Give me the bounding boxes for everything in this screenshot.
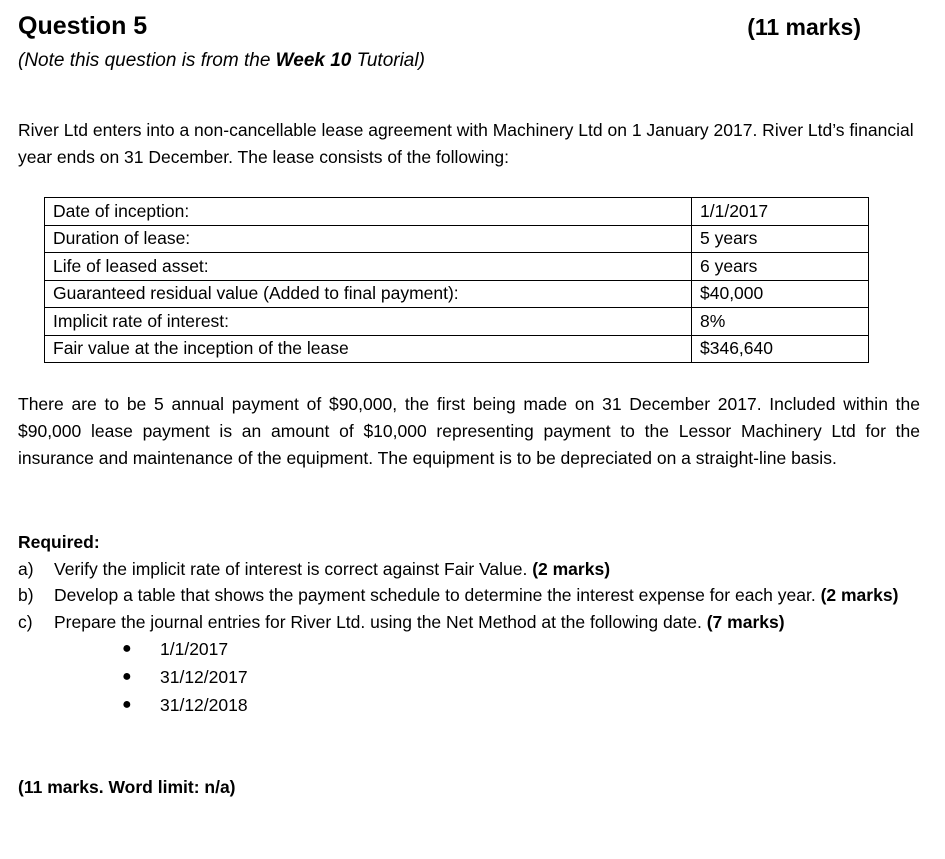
table-row xyxy=(45,253,869,281)
item-marks: (7 marks) xyxy=(706,611,785,632)
journal-date: 1/1/2017 xyxy=(160,638,229,659)
lease-value: 5 years xyxy=(692,225,869,253)
note-week: Week 10 xyxy=(275,50,352,71)
note-suffix: Tutorial) xyxy=(351,50,425,71)
table-row xyxy=(45,225,869,253)
lease-label: Date of inception: xyxy=(45,198,692,226)
lease-label: Fair value at the inception of the lease xyxy=(45,335,692,363)
list-item xyxy=(18,582,928,609)
item-letter: a) xyxy=(18,558,34,579)
table-row xyxy=(45,280,869,308)
journal-date: 31/12/2018 xyxy=(160,694,248,715)
item-text: Prepare the journal entries for River Ltd. using the Net Method at the following date. xyxy=(54,611,707,632)
item-text: Verify the implicit rate of interest is correct against Fair Value. xyxy=(54,558,533,579)
item-text: Develop a table that shows the payment schedule to determine the interest expense for each year. xyxy=(54,585,821,605)
question-marks: (11 marks) xyxy=(747,14,861,40)
lease-label: Guaranteed residual value (Added to final payment): xyxy=(45,280,692,308)
lease-label: Duration of lease: xyxy=(45,225,692,253)
bullet-icon: ● xyxy=(122,639,132,657)
lease-value: $346,640 xyxy=(692,335,869,363)
item-letter: c) xyxy=(18,611,33,632)
list-item xyxy=(18,609,928,636)
lease-value: 1/1/2017 xyxy=(692,198,869,226)
required-heading: Required: xyxy=(18,532,100,552)
lease-value: 8% xyxy=(692,308,869,336)
word-limit-footer: (11 marks. Word limit: n/a) xyxy=(18,777,236,797)
list-item xyxy=(122,691,928,719)
bullet-icon: ● xyxy=(122,667,132,685)
table-row xyxy=(45,335,869,363)
note-prefix: (Note this question is from the xyxy=(18,50,276,71)
payment-paragraph: There are to be 5 annual payment of $90,000, the first being made on 31 December 2017. Included within the $90,000 lease payment is an amount of $10,000 representing payment to the Lessor Machinery Ltd for the insurance and maintenance of the equipment. The equipment is to be depreciated on a straight-line basis. xyxy=(18,394,920,468)
list-item xyxy=(18,556,928,583)
required-section xyxy=(18,529,928,719)
item-marks: (2 marks) xyxy=(532,558,611,579)
journal-date: 31/12/2017 xyxy=(160,666,248,687)
intro-paragraph: River Ltd enters into a non-cancellable lease agreement with Machinery Ltd on 1 January 2017. River Ltd’s financial year ends on 31 December. The lease consists of the following: xyxy=(18,120,914,167)
lease-details-table xyxy=(44,197,869,363)
lease-label: Implicit rate of interest: xyxy=(45,308,692,336)
lease-value: 6 years xyxy=(692,253,869,281)
tutorial-note xyxy=(18,50,425,72)
lease-label: Life of leased asset: xyxy=(45,253,692,281)
table-row xyxy=(45,198,869,226)
table-row xyxy=(45,308,869,336)
item-marks: (2 marks) xyxy=(820,585,899,605)
list-item xyxy=(122,663,928,691)
bullet-icon: ● xyxy=(122,695,132,713)
question-title: Question 5 xyxy=(18,12,148,40)
list-item xyxy=(122,635,928,663)
item-letter: b) xyxy=(18,585,34,605)
lease-value: $40,000 xyxy=(692,280,869,308)
journal-dates-list xyxy=(122,635,928,719)
